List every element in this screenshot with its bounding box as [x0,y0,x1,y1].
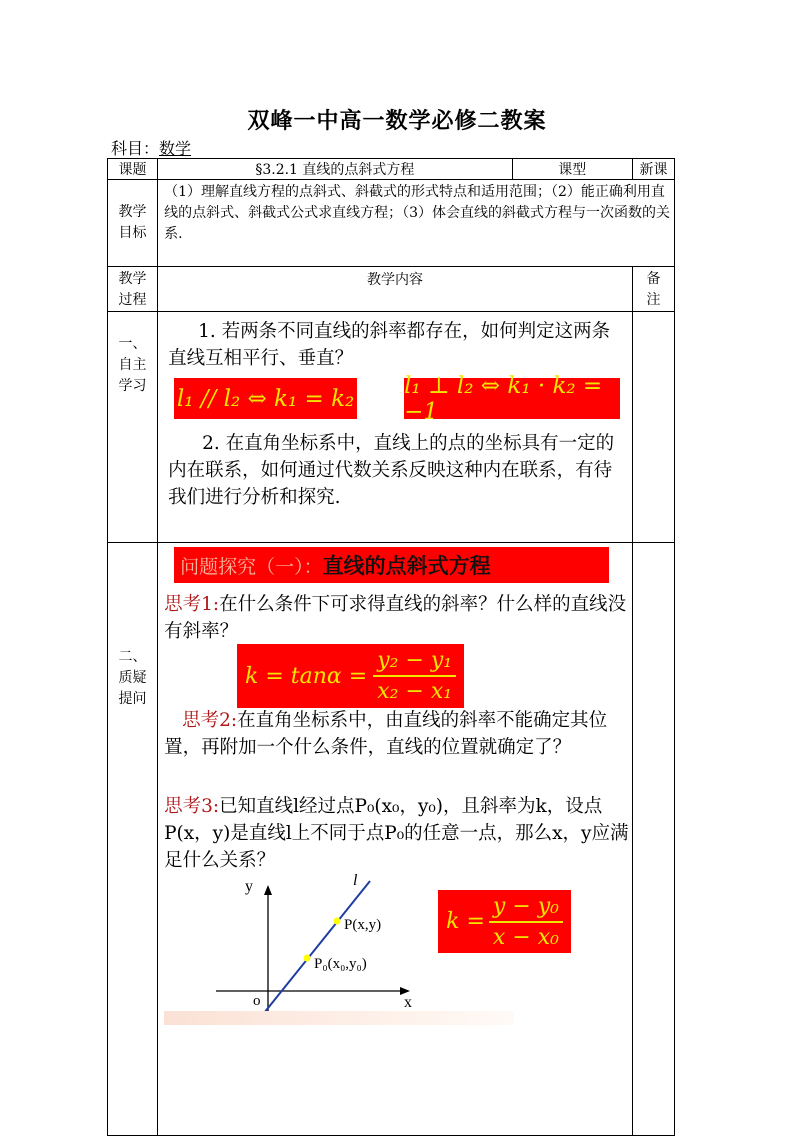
page-title: 双峰一中高一数学必修二教案 [247,108,547,134]
goals-row [108,180,675,267]
point-slope-formula [438,890,571,953]
think-3 [164,793,630,874]
inquiry-banner [174,547,609,583]
topic-label: 课题 [108,159,158,180]
section1-notes [632,312,674,543]
think2-text: 在直角坐标系中，由直线的斜率不能确定其位置，再附加一个什么条件，直线的位置就确定了？ [164,710,608,758]
think-1 [164,591,630,645]
slope-fraction [373,648,456,704]
slope-denominator: x₂ − x₁ [377,679,453,704]
point-fraction [489,894,563,950]
parallel-formula: l₁ // l₂ ⇔ k₁ = k₂ [174,378,357,419]
think3-label: 思考3: [164,796,220,817]
process-header-row [108,267,675,312]
banner-prefix: 问题探究（一）： [180,555,323,578]
point-p [334,918,341,925]
think1-text: 在什么条件下可求得直线的斜率？什么样的直线没有斜率？ [164,594,627,642]
slope-lhs: k = tanα = [245,663,368,689]
section1-content [158,312,633,543]
topic-value: §3.2.1 直线的点斜式方程 [158,159,513,180]
notes-header: 备注 [632,267,674,312]
section1-row [108,312,675,543]
header-row [108,159,675,180]
section1-label: 一、自主学习 [108,312,158,543]
subject-line [111,136,191,159]
subject-label: 科目： [111,139,160,158]
think1-label: 思考1: [164,594,220,615]
x-axis-label: x [404,994,413,1011]
content-header: 教学内容 [158,267,633,312]
y-axis-label: y [245,878,254,895]
question-1: 1. 若两条不同直线的斜率都存在，如何判定这两条直线互相平行、垂直？ [168,321,611,369]
slope-numerator: y₂ − y₁ [373,648,456,677]
slope-formula [237,644,464,708]
slide-bottom-strip [164,1011,514,1025]
coordinate-graph [198,873,438,1033]
goals-label: 教学目标 [108,180,158,267]
line-label: l [353,873,358,889]
banner-title: 直线的点斜式方程 [322,553,491,578]
think-2 [164,707,630,761]
process-label: 教学过程 [108,267,158,312]
y-axis-arrow [264,885,272,895]
question-2: 2. 在直角坐标系中，直线上的点的坐标具有一定的内在联系，如何通过代数关系反映这种内在联系，有待我们进行分析和探究. [168,433,615,508]
think2-label: 思考2: [182,710,238,731]
section2-row [108,543,675,1136]
goals-text: （1）理解直线方程的点斜式、斜截式的形式特点和适用范围；（2）能正确利用直线的点斜式、斜截式公式求直线方程；（3）体会直线的斜截式方程与一次函数的关系. [158,180,675,267]
lesson-plan-table [107,158,675,1136]
line-l [260,881,370,1018]
point-lhs: k = [446,909,485,934]
point-denominator: x − x₀ [492,924,559,950]
type-label: 课型 [512,159,632,180]
section2-content [158,543,633,1136]
point-numerator: y − y₀ [489,894,563,923]
think3-text: 已知直线l经过点P₀(x₀，y₀)，且斜率为k，设点P(x，y)是直线l上不同于点P₀的任意一点，那么x，y应满足什么关系？ [164,796,629,871]
point-p0 [304,955,311,962]
type-value: 新课 [632,159,674,180]
perpendicular-formula: l₁ ⊥ l₂ ⇔ k₁ · k₂ = −1 [404,378,620,419]
subject-value: 数学 [159,139,192,158]
point-p0-label: P₀(x₀,y₀) [314,956,367,972]
point-p-label: P(x,y) [344,917,382,933]
origin-label: o [253,993,261,1009]
section2-notes [632,543,674,1136]
section2-label: 二、质疑提问 [108,543,158,1136]
